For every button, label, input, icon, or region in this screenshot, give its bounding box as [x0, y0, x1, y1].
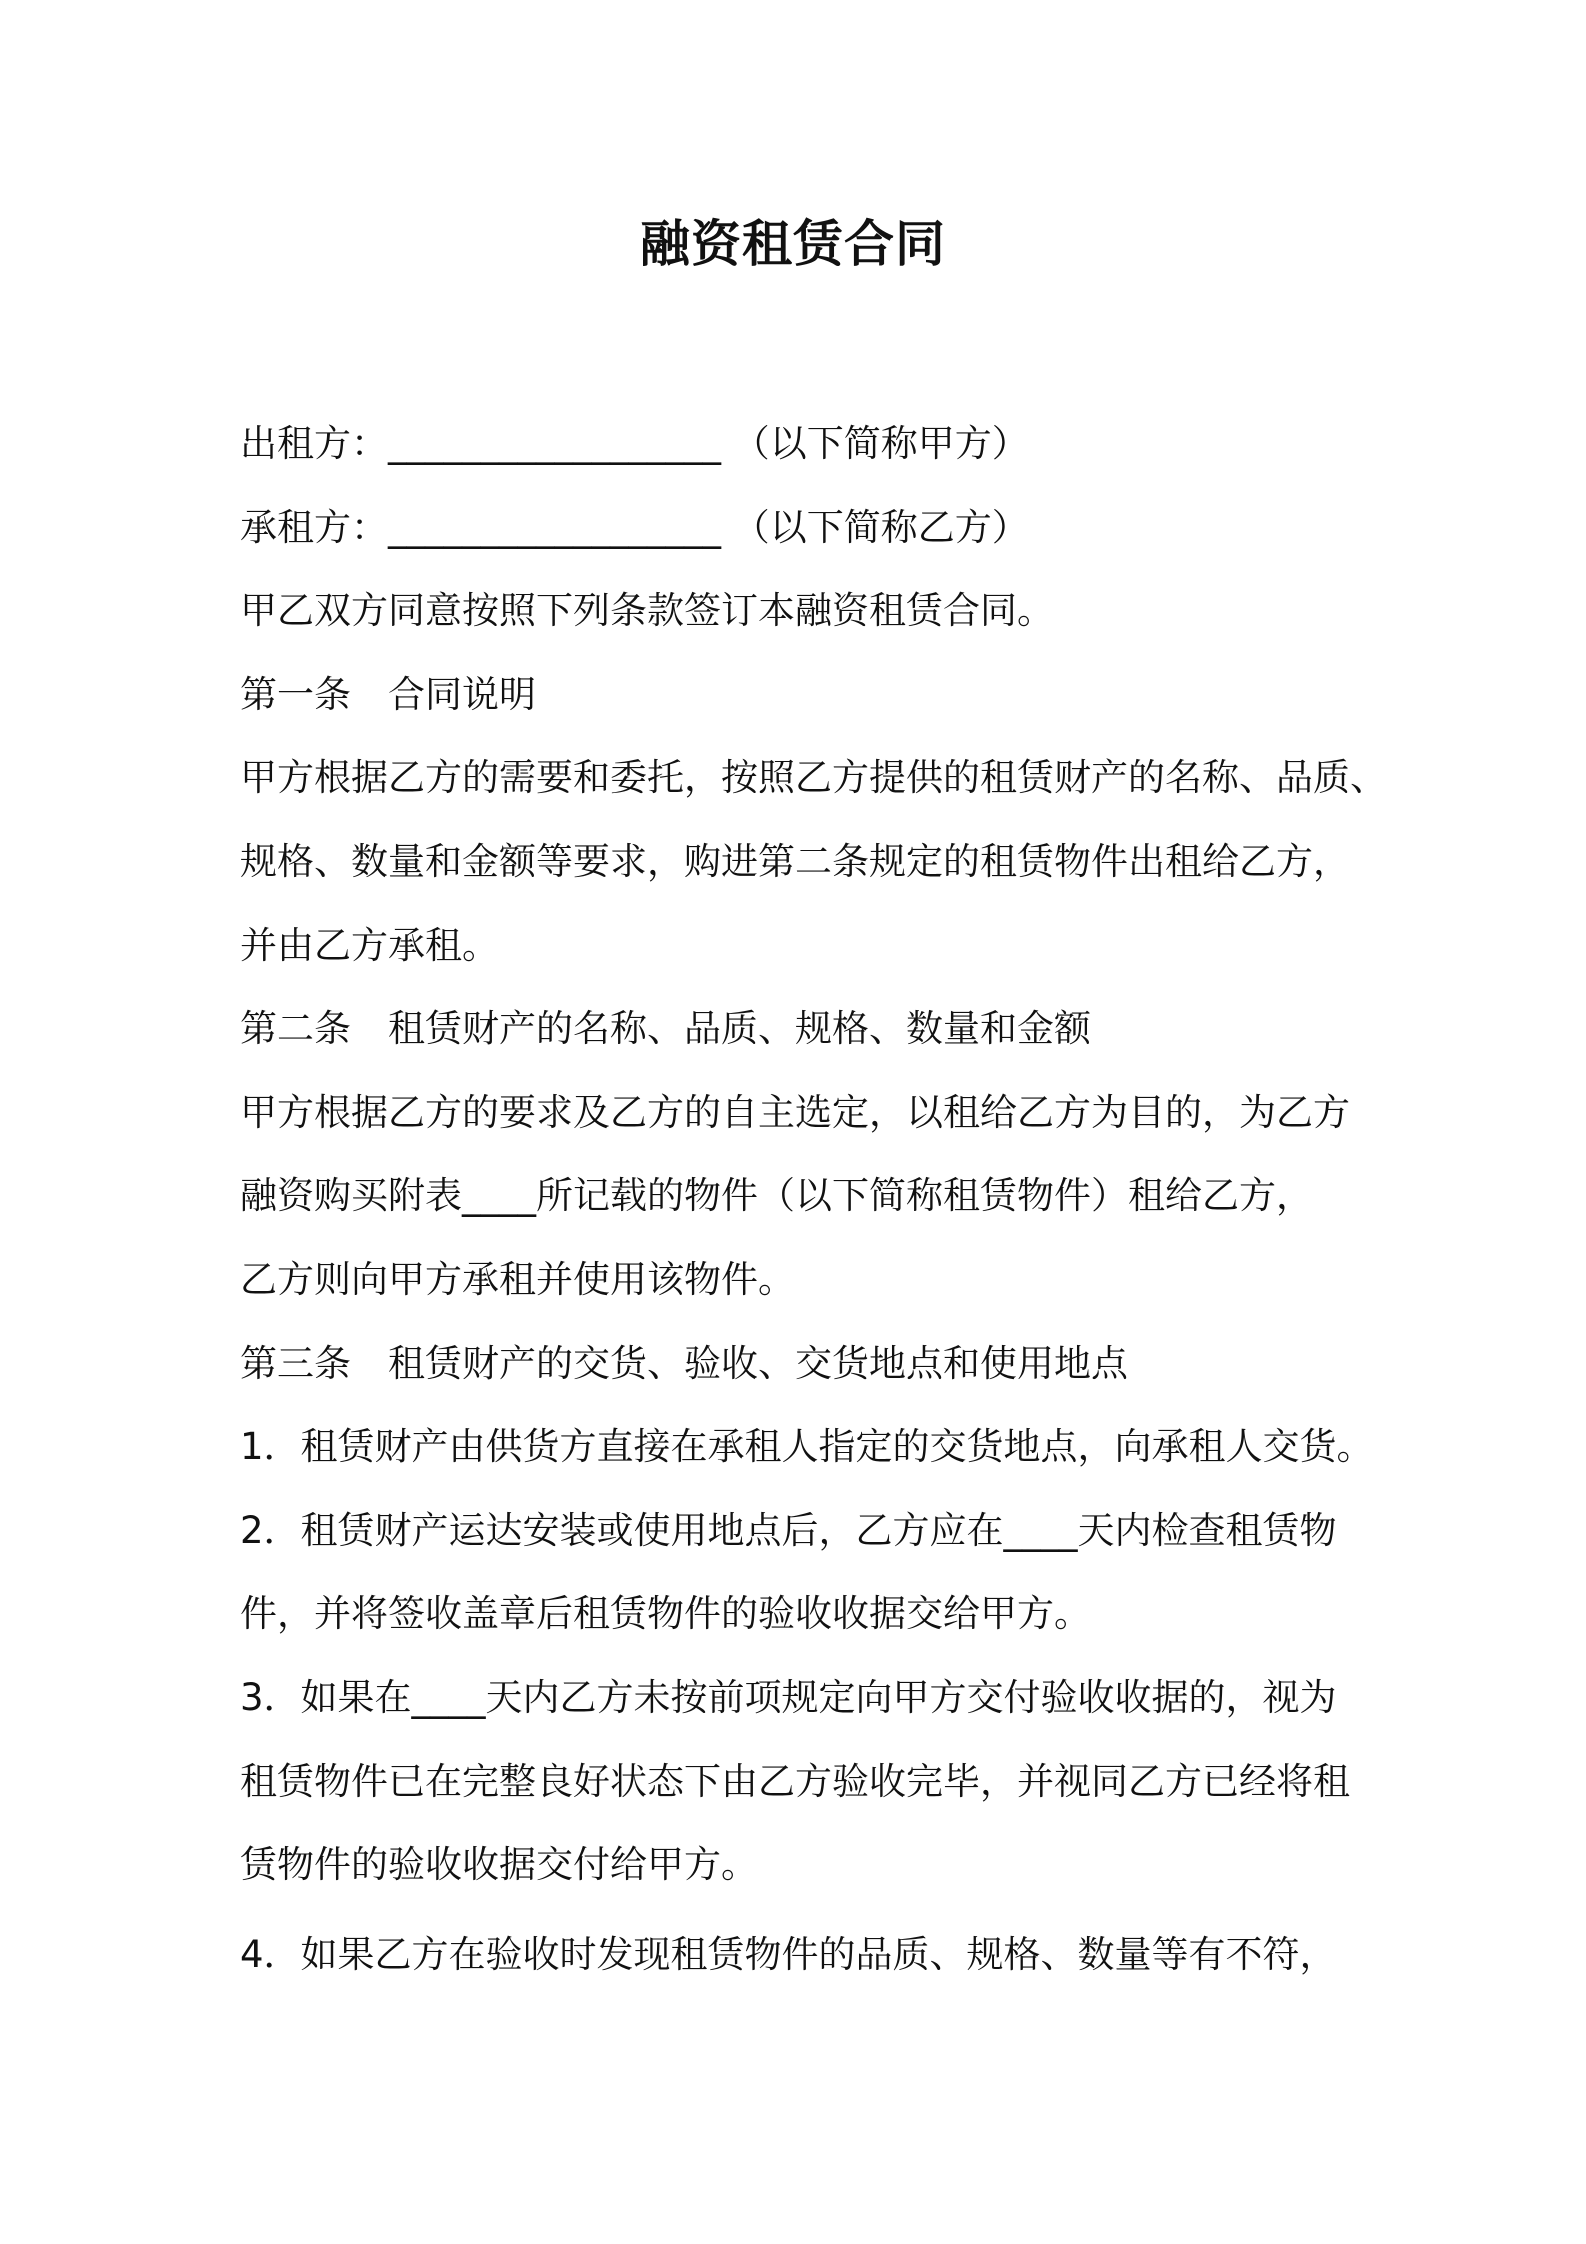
article-3-item-1: 1．租赁财产由供货方直接在承租人指定的交货地点，向承租人交货。: [240, 1425, 1374, 1469]
article-3-item-3-continued: 租赁物件已在完整良好状态下由乙方验收完毕，并视同乙方已经将租: [240, 1759, 1350, 1803]
article-3-item-2-continued: 件，并将签收盖章后租赁物件的验收收据交给甲方。: [240, 1592, 1091, 1636]
article-3-heading: 第三条 租赁财产的交货、验收、交货地点和使用地点: [240, 1341, 1128, 1385]
article-3-item-4: 4．如果乙方在验收时发现租赁物件的品质、规格、数量等有不符，: [240, 1932, 1337, 1976]
agreement-statement: 甲乙双方同意按照下列条款签订本融资租赁合同。: [240, 589, 1054, 633]
article-1-heading: 第一条 合同说明: [240, 672, 536, 716]
article-3-item-3-continued: 赁物件的验收收据交付给甲方。: [240, 1843, 758, 1887]
article-2-heading: 第二条 租赁财产的名称、品质、规格、数量和金额: [240, 1007, 1091, 1051]
article-1-text-line: 甲方根据乙方的需要和委托，按照乙方提供的租赁财产的名称、品质、: [240, 756, 1387, 800]
article-2-text-line: 甲方根据乙方的要求及乙方的自主选定，以租给乙方为目的，为乙方: [240, 1090, 1350, 1134]
article-1-text-line: 规格、数量和金额等要求，购进第二条规定的租赁物件出租给乙方，: [240, 839, 1350, 883]
document-body: [240, 402, 1387, 1996]
document-title: 融资租赁合同: [640, 215, 946, 273]
article-1-text-line: 并由乙方承租。: [240, 923, 499, 967]
article-2-text-line: 融资购买附表____所记载的物件（以下简称租赁物件）租给乙方，: [240, 1174, 1313, 1218]
article-3-item-3: 3．如果在____天内乙方未按前项规定向甲方交付验收收据的，视为: [240, 1675, 1337, 1719]
article-3-item-2: 2．租赁财产运达安装或使用地点后，乙方应在____天内检查租赁物: [240, 1508, 1337, 1552]
article-2-text-line: 乙方则向甲方承租并使用该物件。: [240, 1257, 795, 1301]
lessor-line: 出租方：__________________ （以下简称甲方）: [240, 422, 1029, 465]
lessee-line: 承租方：__________________ （以下简称乙方）: [240, 505, 1029, 549]
